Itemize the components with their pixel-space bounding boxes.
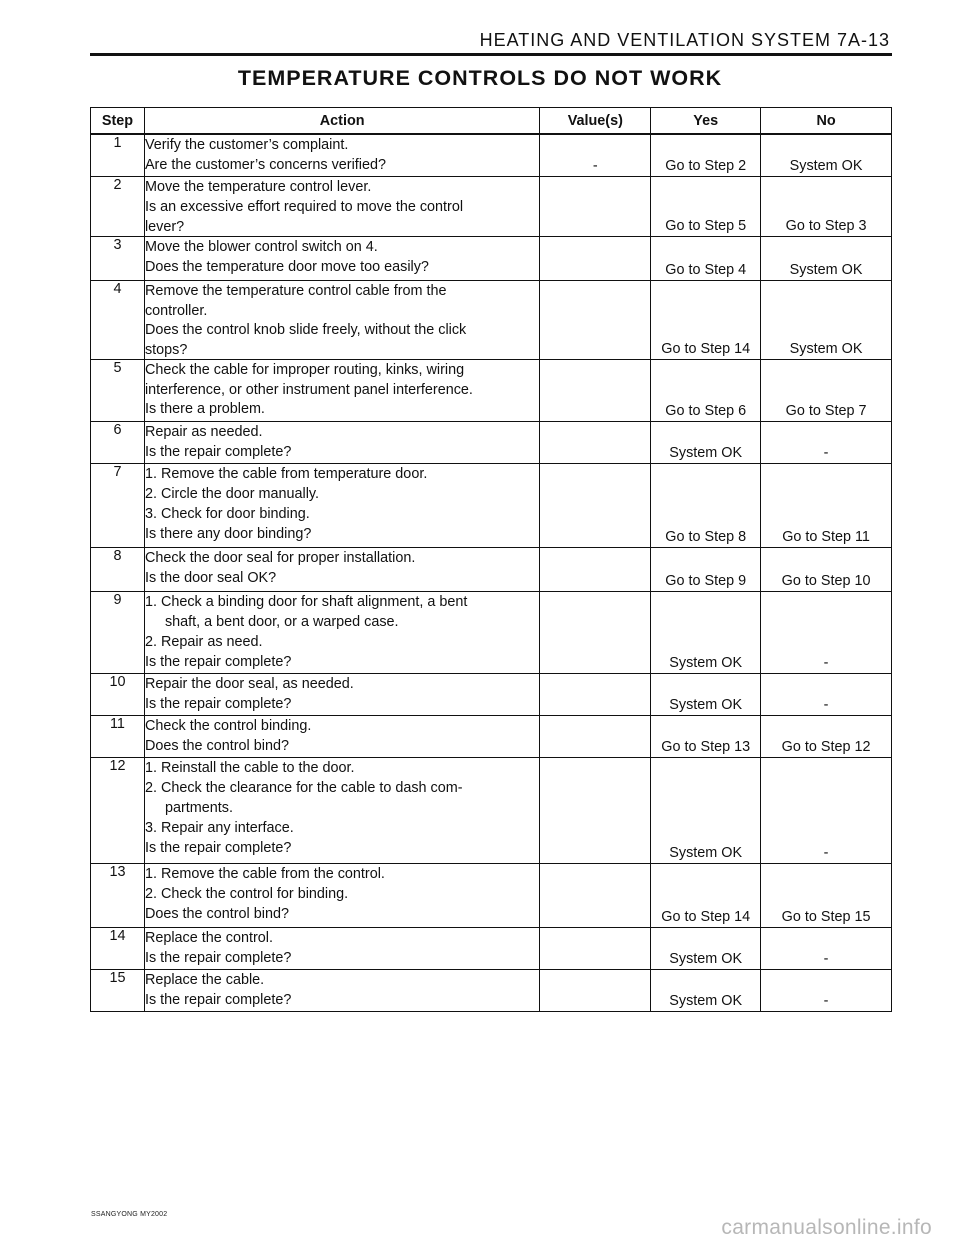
no-cell: System OK	[761, 134, 892, 176]
no-cell: -	[761, 757, 892, 863]
table-row	[91, 359, 892, 421]
action-cell	[144, 547, 539, 591]
step-number: 10	[91, 673, 145, 715]
action-line: Is the repair complete?	[144, 991, 292, 1008]
value-cell	[540, 547, 651, 591]
step-number: 12	[91, 757, 145, 863]
table-row	[91, 134, 892, 176]
step-number: 2	[91, 176, 145, 236]
no-cell: Go to Step 7	[761, 359, 892, 421]
yes-cell: Go to Step 6	[651, 359, 761, 421]
value-cell: -	[540, 134, 651, 176]
header-rule	[90, 53, 892, 56]
yes-cell: System OK	[651, 591, 761, 673]
action-line: Are the customer’s concerns verified?	[144, 157, 386, 173]
action-line: Repair as needed.	[144, 423, 263, 440]
action-cell	[144, 715, 539, 757]
action-line: Move the temperature control lever.	[144, 178, 372, 195]
value-cell	[540, 280, 651, 359]
step-number: 6	[91, 421, 145, 463]
action-line: Does the control bind?	[144, 737, 289, 754]
action-line: stops?	[144, 341, 188, 358]
action-line: interference, or other instrument panel interference.	[144, 381, 473, 398]
no-cell: Go to Step 10	[761, 547, 892, 591]
step-number: 5	[91, 359, 145, 421]
table-row	[91, 715, 892, 757]
action-cell	[144, 421, 539, 463]
table-row	[91, 863, 892, 927]
action-line: 2. Circle the door manually.	[144, 485, 320, 502]
action-line: Move the blower control switch on 4.	[144, 238, 378, 255]
table-row	[91, 236, 892, 280]
step-number: 3	[91, 236, 145, 280]
action-line: lever?	[144, 218, 185, 235]
step-number: 13	[91, 863, 145, 927]
table-row	[91, 176, 892, 236]
value-cell	[540, 176, 651, 236]
no-cell: Go to Step 15	[761, 863, 892, 927]
action-line: Verify the customer’s complaint.	[144, 137, 349, 153]
action-line: Is the repair complete?	[144, 695, 292, 712]
value-cell	[540, 359, 651, 421]
value-cell	[540, 927, 651, 969]
action-line: Repair the door seal, as needed.	[144, 675, 354, 692]
action-line: Is the repair complete?	[144, 443, 292, 460]
action-cell	[144, 863, 539, 927]
action-line: Check the cable for improper routing, kinks, wiring	[144, 361, 465, 378]
table-body	[91, 134, 892, 1011]
action-cell	[144, 176, 539, 236]
footer-text: SSANGYONG MY2002	[91, 1211, 168, 1218]
yes-cell: Go to Step 14	[651, 863, 761, 927]
action-cell	[144, 359, 539, 421]
column-header-step: Step	[91, 108, 145, 135]
action-line: Is the repair complete?	[144, 949, 292, 966]
action-cell	[144, 927, 539, 969]
column-header-action: Action	[144, 108, 539, 135]
action-line: Is the door seal OK?	[144, 569, 277, 586]
yes-cell: Go to Step 4	[651, 236, 761, 280]
no-cell: -	[761, 421, 892, 463]
column-header-values: Value(s)	[540, 108, 651, 135]
action-line: Is there a problem.	[144, 400, 265, 417]
table-row	[91, 463, 892, 547]
step-number: 7	[91, 463, 145, 547]
yes-cell: Go to Step 5	[651, 176, 761, 236]
action-line: Is the repair complete?	[144, 839, 292, 856]
no-cell: -	[761, 591, 892, 673]
action-line: 3. Repair any interface.	[144, 819, 294, 836]
action-cell	[144, 134, 539, 176]
value-cell	[540, 969, 651, 1011]
action-line: Check the door seal for proper installation.	[144, 549, 416, 566]
no-cell: -	[761, 927, 892, 969]
running-header: HEATING AND VENTILATION SYSTEM 7A-13	[479, 30, 890, 50]
value-cell	[540, 463, 651, 547]
action-cell	[144, 280, 539, 359]
yes-cell: Go to Step 9	[651, 547, 761, 591]
column-header-yes: Yes	[651, 108, 761, 135]
yes-cell: Go to Step 8	[651, 463, 761, 547]
yes-cell: System OK	[651, 673, 761, 715]
action-line: 1. Check a binding door for shaft alignment, a bent	[144, 593, 468, 610]
action-line: Is the repair complete?	[144, 653, 292, 670]
step-number: 8	[91, 547, 145, 591]
table-row	[91, 421, 892, 463]
watermark: carmanualsonline.info	[721, 1216, 932, 1239]
column-header-no: No	[761, 108, 892, 135]
step-number: 1	[91, 134, 145, 176]
action-cell	[144, 463, 539, 547]
step-number: 11	[91, 715, 145, 757]
action-cell	[144, 757, 539, 863]
action-line: controller.	[144, 302, 208, 319]
action-line: Remove the temperature control cable from the	[144, 282, 447, 299]
action-line: 2. Check the control for binding.	[144, 885, 349, 902]
action-line: partments.	[164, 799, 233, 816]
action-cell	[144, 969, 539, 1011]
value-cell	[540, 715, 651, 757]
value-cell	[540, 673, 651, 715]
no-cell: Go to Step 11	[761, 463, 892, 547]
action-line: Does the control knob slide freely, without the click	[144, 321, 467, 338]
diagnostic-table	[90, 107, 892, 1012]
action-line: shaft, a bent door, or a warped case.	[164, 613, 399, 630]
action-line: Replace the cable.	[144, 971, 265, 988]
value-cell	[540, 863, 651, 927]
action-line: Check the control binding.	[144, 717, 312, 734]
no-cell: System OK	[761, 280, 892, 359]
action-line: 3. Check for door binding.	[144, 505, 310, 522]
value-cell	[540, 236, 651, 280]
table-row	[91, 757, 892, 863]
action-line: 2. Repair as need.	[144, 633, 263, 650]
table-row	[91, 673, 892, 715]
table-row	[91, 969, 892, 1011]
table-header-row	[91, 108, 892, 135]
value-cell	[540, 421, 651, 463]
action-line: 1. Remove the cable from the control.	[144, 865, 385, 882]
no-cell: -	[761, 673, 892, 715]
step-number: 14	[91, 927, 145, 969]
action-line: Replace the control.	[144, 929, 273, 946]
no-cell: -	[761, 969, 892, 1011]
action-line: 1. Reinstall the cable to the door.	[144, 759, 355, 776]
no-cell: System OK	[761, 236, 892, 280]
no-cell: Go to Step 3	[761, 176, 892, 236]
action-cell	[144, 236, 539, 280]
action-line: 2. Check the clearance for the cable to dash com-	[144, 779, 463, 796]
yes-cell: System OK	[651, 757, 761, 863]
yes-cell: Go to Step 13	[651, 715, 761, 757]
yes-cell: System OK	[651, 927, 761, 969]
table-row	[91, 280, 892, 359]
table-row	[91, 547, 892, 591]
step-number: 15	[91, 969, 145, 1011]
action-line: Is there any door binding?	[144, 525, 312, 542]
step-number: 4	[91, 280, 145, 359]
action-cell	[144, 591, 539, 673]
action-line: Does the control bind?	[144, 905, 289, 922]
step-number: 9	[91, 591, 145, 673]
yes-cell: System OK	[651, 969, 761, 1011]
table-row	[91, 927, 892, 969]
table-row	[91, 591, 892, 673]
action-line: 1. Remove the cable from temperature door.	[144, 465, 428, 482]
action-line: Does the temperature door move too easily?	[144, 258, 429, 275]
action-cell	[144, 673, 539, 715]
yes-cell: Go to Step 14	[651, 280, 761, 359]
yes-cell: System OK	[651, 421, 761, 463]
page-title: TEMPERATURE CONTROLS DO NOT WORK	[237, 66, 723, 90]
yes-cell: Go to Step 2	[651, 134, 761, 176]
no-cell: Go to Step 12	[761, 715, 892, 757]
action-line: Is an excessive effort required to move the control	[144, 198, 464, 215]
value-cell	[540, 757, 651, 863]
value-cell	[540, 591, 651, 673]
